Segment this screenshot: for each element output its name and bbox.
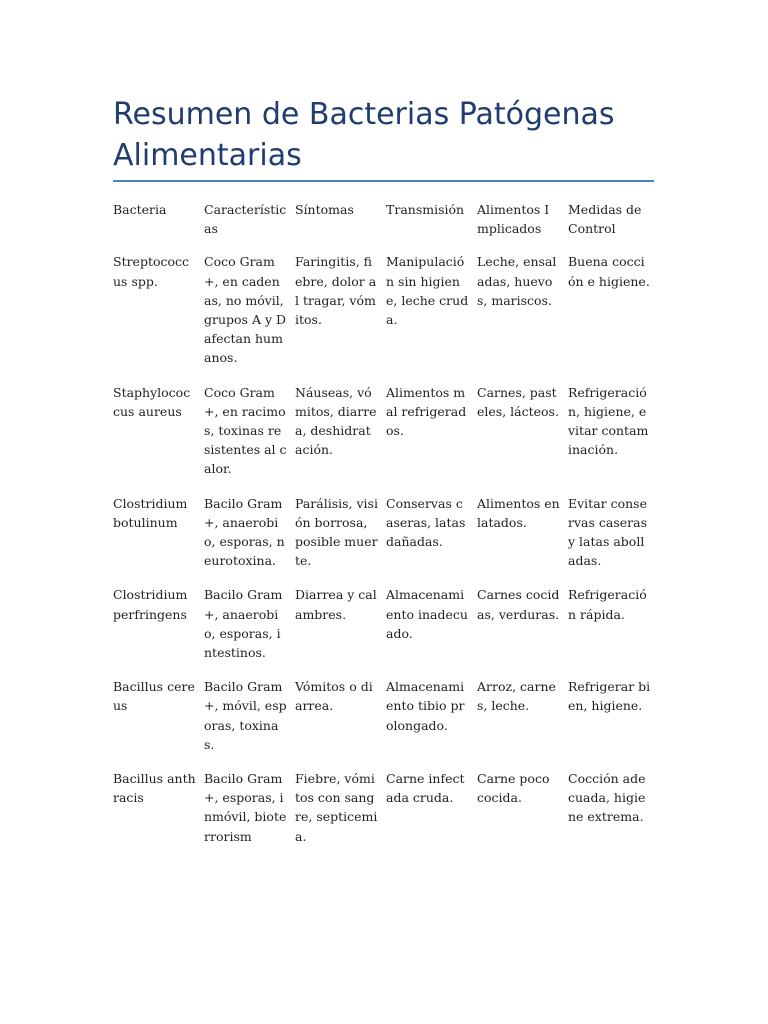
header-control: Medidas de Control: [568, 202, 642, 237]
table-row: [109, 674, 655, 766]
cell-bacteria: Bacillus cereus: [113, 679, 195, 714]
cell-control: Refrigeración, higiene, evitar contaminación.: [568, 384, 649, 458]
cell-transmision: Almacenamiento tibio prolongado.: [386, 679, 465, 733]
cell-alimentos: Leche, ensaladas, huevos, mariscos.: [477, 254, 557, 308]
cell-bacteria: Staphylococcus aureus: [113, 384, 191, 419]
cell-transmision: Carne infectada cruda.: [386, 771, 465, 806]
cell-alimentos: Carnes, pasteles, lácteos.: [477, 384, 559, 419]
cell-bacteria: Clostridium perfringens: [113, 587, 188, 622]
cell-caracteristicas: Bacilo Gram+, anaerobio, esporas, intestinos.: [204, 587, 283, 661]
cell-caracteristicas: Coco Gram+, en cadenas, no móvil, grupos A y D afectan humanos.: [204, 254, 287, 366]
cell-caracteristicas: Bacilo Gram+, móvil, esporas, toxinas.: [204, 679, 287, 752]
bacteria-summary-table: [109, 197, 655, 858]
table-row: [109, 491, 655, 583]
header-transmision: Transmisión: [386, 202, 465, 217]
header-caracteristicas: Características: [204, 202, 287, 237]
cell-alimentos: Alimentos enlatados.: [477, 495, 560, 530]
cell-alimentos: Carne poco cocida.: [477, 771, 550, 806]
cell-alimentos: Arroz, carnes, leche.: [477, 679, 556, 714]
cell-sintomas: Parálisis, visión borrosa, posible muerte.: [295, 495, 378, 569]
cell-sintomas: Fiebre, vómitos con sangre, septicemia.: [295, 771, 378, 844]
cell-caracteristicas: Bacilo Gram+, anaerobio, esporas, neurotoxina.: [204, 495, 285, 569]
table-header-row: [109, 197, 655, 249]
cell-control: Evitar conservas caseras y latas abolladas.: [568, 495, 647, 569]
cell-control: Refrigeración rápida.: [568, 587, 647, 622]
cell-transmision: Conservas caseras, latas dañadas.: [386, 495, 466, 550]
cell-caracteristicas: Coco Gram+, en racimos, toxinas resistentes al calor.: [204, 384, 287, 477]
table-row: [109, 766, 655, 858]
cell-control: Buena cocción e higiene.: [568, 254, 650, 289]
cell-sintomas: Vómitos o diarrea.: [295, 679, 373, 714]
header-alimentos: Alimentos Implicados: [477, 202, 550, 237]
cell-caracteristicas: Bacilo Gram+, esporas, inmóvil, bioterrorism: [204, 771, 287, 844]
table-row: [109, 582, 655, 674]
cell-transmision: Alimentos mal refrigerados.: [386, 384, 467, 439]
cell-control: Refrigerar bien, higiene.: [568, 679, 651, 714]
cell-alimentos: Carnes cocidas, verduras.: [477, 587, 560, 622]
header-sintomas: Síntomas: [295, 202, 354, 217]
title-underline: [113, 180, 654, 182]
cell-sintomas: Faringitis, fiebre, dolor al tragar, vómitos.: [295, 254, 377, 328]
cell-bacteria: Clostridium botulinum: [113, 495, 188, 530]
cell-transmision: Manipulación sin higiene, leche cruda.: [386, 254, 469, 328]
cell-sintomas: Náuseas, vómitos, diarrea, deshidratación.: [295, 384, 377, 458]
cell-sintomas: Diarrea y calambres.: [295, 587, 377, 622]
header-bacteria: Bacteria: [113, 202, 167, 217]
cell-transmision: Almacenamiento inadecuado.: [386, 587, 468, 641]
cell-bacteria: Streptococcus spp.: [113, 254, 190, 289]
document-title: Resumen de Bacterias Patógenas Alimentarias: [113, 97, 615, 173]
cell-bacteria: Bacillus anthracis: [113, 771, 196, 806]
cell-control: Cocción adecuada, higiene extrema.: [568, 771, 646, 825]
table-row: [109, 249, 655, 379]
table-row: [109, 380, 655, 491]
